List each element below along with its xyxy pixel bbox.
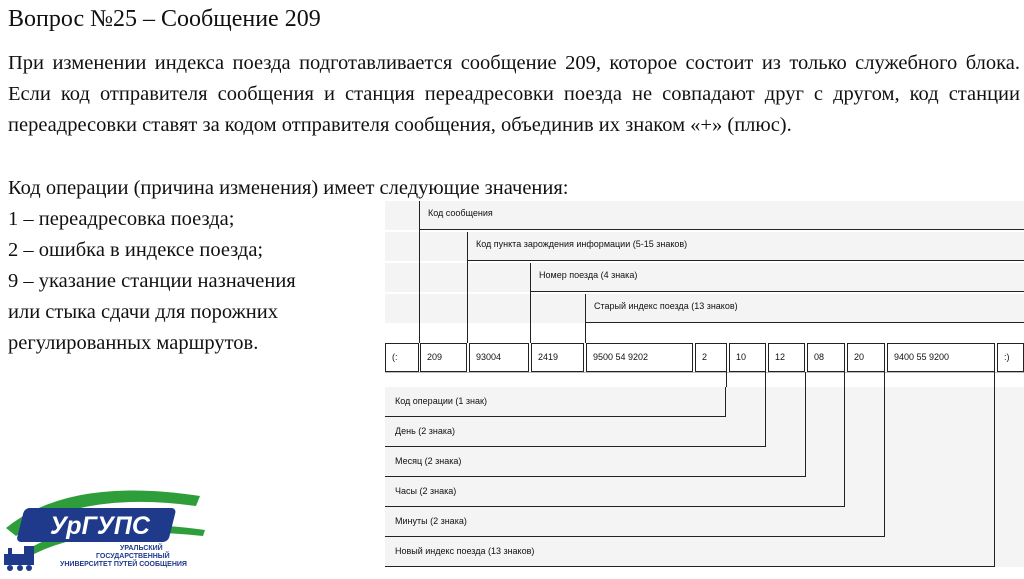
field-label: Старый индекс поезда (13 знаков)	[594, 301, 738, 311]
field-label: Код операции (1 знак)	[395, 396, 487, 406]
locomotive-icon	[4, 546, 34, 571]
logo-name: УрГУПС	[50, 512, 150, 540]
code-line: 2 – ошибка в индексе поезда;	[8, 239, 264, 261]
field-label: Часы (2 знака)	[395, 486, 457, 496]
code-line: 9 – указание станции назначения	[8, 270, 296, 292]
intro-paragraph: При изменении индекса поезда подготавливается сообщение 209, которое состоит из только служебного блока. Если код отправителя сообщения и станция переадресовки поезда не совпадают друг с другом, код станции переадресовки ставят за кодом отправителя сообщения, объединив их знаком «+» (плюс).	[8, 52, 1020, 136]
field-label: Код пункта зарождения информации (5-15 знаков)	[476, 239, 688, 249]
code-line: или стыка сдачи для порожних	[8, 301, 278, 323]
message-cell: 9500 54 9202	[586, 343, 693, 372]
field-label: День (2 знака)	[395, 426, 456, 436]
field-label: Новый индекс поезда (13 знаков)	[395, 546, 535, 556]
message-cell: 2	[695, 343, 727, 372]
field-train-number	[530, 263, 1024, 292]
field-minutes	[385, 507, 885, 537]
message-cell: 209	[420, 343, 467, 372]
message-cell: 12	[768, 343, 805, 372]
message-cell: 2419	[531, 343, 584, 372]
slide-title: Вопрос №25 – Сообщение 209	[8, 6, 321, 32]
field-hours	[385, 477, 845, 507]
field-new-train-index	[385, 537, 995, 567]
code-line: регулированных маршрутов.	[8, 332, 259, 354]
logo-subtitle: УНИВЕРСИТЕТ ПУТЕЙ СООБЩЕНИЯ	[60, 561, 187, 568]
codes-intro: Код операции (причина изменения) имеет следующие значения:	[8, 177, 569, 199]
message-cell: :)	[997, 343, 1024, 372]
urgups-logo	[0, 470, 215, 574]
message-209-diagram	[385, 201, 1024, 574]
logo-subtitle: ГОСУДАРСТВЕННЫЙ	[96, 553, 170, 560]
field-operation-code	[385, 387, 726, 417]
message-cell: (:	[385, 343, 419, 372]
logo-subtitle: УРАЛЬСКИЙ	[120, 545, 163, 552]
field-old-train-index	[585, 294, 1024, 323]
code-line: 1 – переадресовка поезда;	[8, 208, 235, 230]
message-cell: 20	[847, 343, 885, 372]
message-cell: 08	[807, 343, 845, 372]
message-cell: 9400 55 9200	[887, 343, 995, 372]
message-cell: 10	[729, 343, 766, 372]
field-label: Код сообщения	[428, 208, 493, 218]
field-label: Месяц (2 знака)	[395, 456, 462, 466]
field-label: Номер поезда (4 знака)	[539, 270, 638, 280]
field-day	[385, 417, 766, 447]
field-label: Минуты (2 знака)	[395, 516, 467, 526]
field-message-code	[419, 201, 1024, 230]
message-cell: 93004	[469, 343, 529, 372]
field-origin-point-code	[467, 232, 1024, 261]
field-month	[385, 447, 806, 477]
